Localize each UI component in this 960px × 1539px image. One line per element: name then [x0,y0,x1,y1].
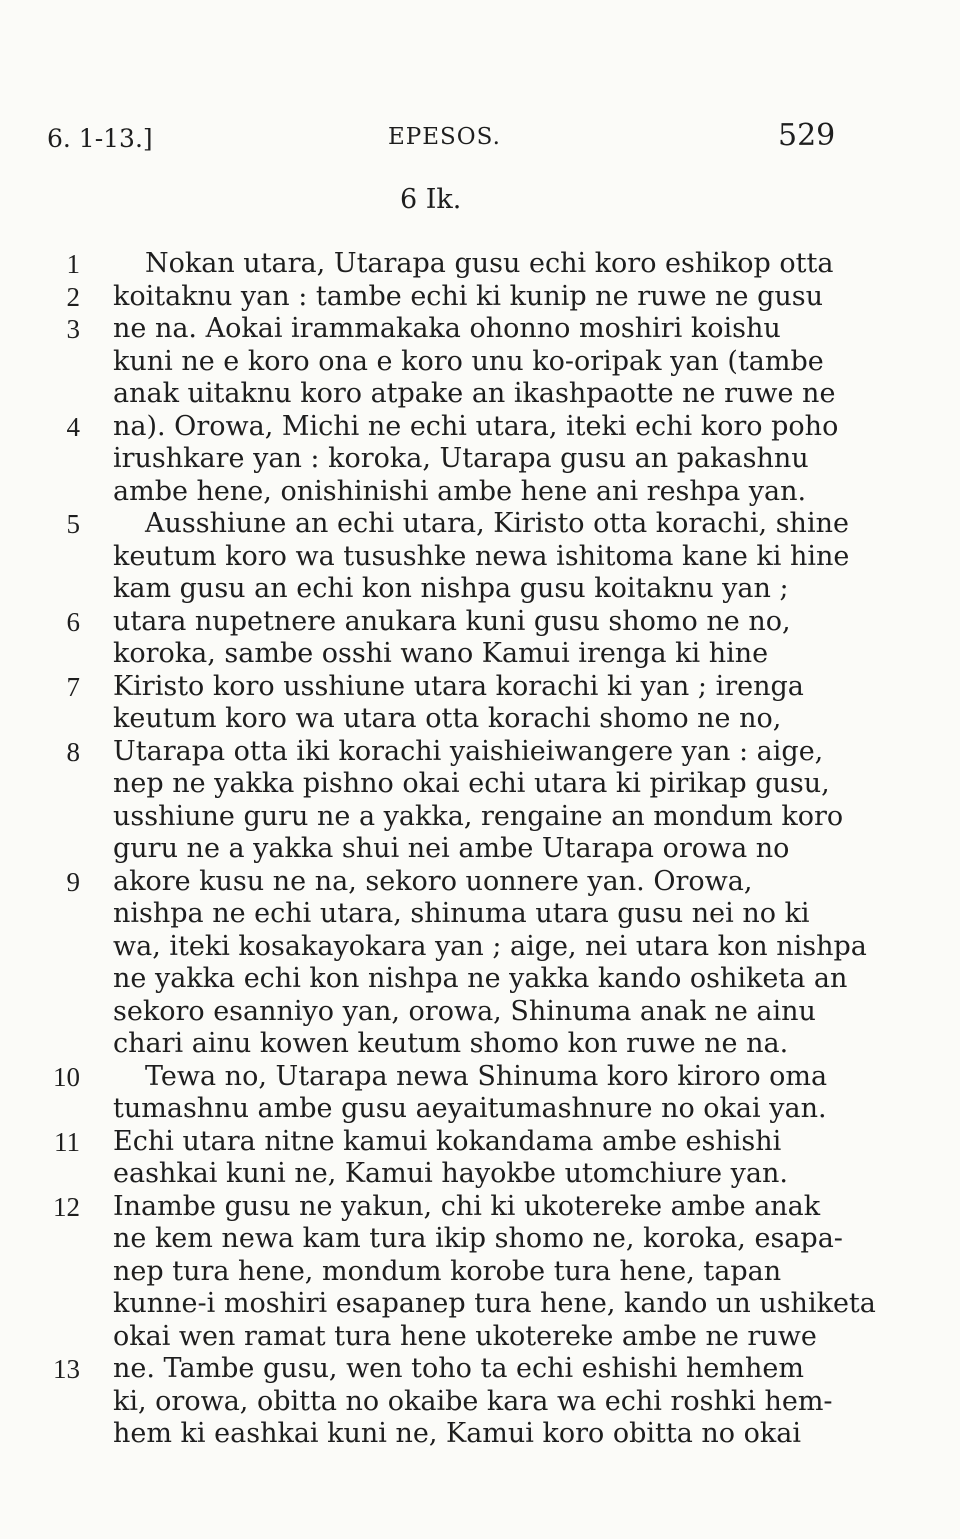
text-line [0,1061,960,1094]
line-text: wa, iteki kosakayokara yan ; aige, nei utara kon nishpa [113,930,867,962]
text-line [0,281,960,314]
verse-number: 3 [66,314,80,344]
verse-number: 10 [53,1061,80,1092]
line-text: Ausshiune an echi utara, Kiristo otta korachi, shine [145,508,849,539]
text-line [0,768,960,801]
text-line [0,411,960,444]
line-text: keutum koro wa utara otta korachi shomo ne no, [113,703,782,734]
line-text: Nokan utara, Utarapa gusu echi koro eshikop otta [145,248,834,279]
line-text: Echi utara nitne kamui kokandama ambe eshishi [113,1125,782,1157]
verse-number: 6 [66,606,80,637]
text-line [0,833,960,866]
verse-number: 1 [66,249,80,279]
text-line [0,1158,960,1191]
text-line [0,1028,960,1061]
line-text: kuni ne e koro ona e koro unu ko-oripak yan (tambe [113,345,824,377]
page-number: 529 [778,118,836,153]
text-line [0,703,960,736]
line-text: ambe hene, onishinishi ambe hene ani reshpa yan. [113,475,807,507]
line-text: utara nupetnere anukara kuni gusu shomo ne no, [113,605,791,637]
text-line [0,346,960,379]
text-line [0,866,960,899]
text-line [0,931,960,964]
line-text: ne na. Aokai irammakaka ohonno moshiri koishu [113,313,781,344]
text-line [0,1093,960,1126]
line-text: okai wen ramat tura hene ukotereke ambe ne ruwe [113,1320,817,1352]
verse-number: 13 [53,1354,80,1384]
text-line [0,996,960,1029]
text-line [0,1126,960,1159]
line-text: keutum koro wa tusushke newa ishitoma kane ki hine [113,540,850,572]
text-line [0,963,960,996]
line-text: ne yakka echi kon nishpa ne yakka kando oshiketa an [113,963,848,994]
line-text: chari ainu kowen keutum shomo kon ruwe ne na. [113,1028,789,1059]
text-line [0,606,960,639]
text-line [0,1223,960,1256]
line-text: koroka, sambe osshi wano Kamui irenga ki hine [113,638,769,669]
text-line [0,313,960,346]
text-line [0,1191,960,1224]
text-line [0,1288,960,1321]
line-text: hem ki eashkai kuni ne, Kamui koro obitta no okai [113,1418,801,1449]
text-line [0,1256,960,1289]
verse-number: 12 [53,1191,80,1222]
text-line [0,1353,960,1386]
text-line [0,898,960,931]
text-line [0,638,960,671]
line-text: nishpa ne echi utara, shinuma utara gusu nei no ki [113,898,810,929]
line-text: ki, orowa, obitta no okaibe kara wa echi roshki hem- [113,1385,833,1417]
text-line [0,541,960,574]
line-text: Inambe gusu ne yakun, chi ki ukotereke ambe anak [113,1190,821,1222]
text-line [0,443,960,476]
line-text: Kiristo koro usshiune utara korachi ki yan ; irenga [113,670,804,702]
line-text: ne. Tambe gusu, wen toho ta echi eshishi hemhem [113,1353,804,1384]
book-title: EPESOS. [388,124,501,150]
text-line [0,736,960,769]
line-text: na). Orowa, Michi ne echi utara, iteki echi koro poho [113,410,839,442]
line-text: irushkare yan : koroka, Utarapa gusu an pakashnu [113,443,809,474]
line-text: kunne-i moshiri esapanep tura hene, kando un ushiketa [113,1288,876,1319]
chapter-heading: 6 Ik. [400,184,462,215]
line-text: nep ne yakka pishno okai echi utara ki pirikap gusu, [113,768,830,799]
line-text: ne kem newa kam tura ikip shomo ne, koroka, esapa- [113,1223,843,1254]
line-text: sekoro esanniyo yan, orowa, Shinuma anak ne ainu [113,995,816,1027]
verse-number: 7 [66,671,80,702]
line-text: kam gusu an echi kon nishpa gusu koitaknu yan ; [113,573,789,604]
verse-number: 11 [54,1126,80,1157]
text-line [0,573,960,606]
text-line [0,508,960,541]
line-text: Utarapa otta iki korachi yaishieiwangere yan : aige, [113,735,824,767]
text-line [0,248,960,281]
verse-number: 2 [66,281,80,312]
text-line [0,378,960,411]
chapter-verse-range: 6. 1-13.] [47,124,153,153]
line-text: tumashnu ambe gusu aeyaitumashnure no okai yan. [113,1093,827,1124]
verse-number: 9 [66,866,80,897]
line-text: guru ne a yakka shui nei ambe Utarapa orowa no [113,833,790,864]
text-line [0,1321,960,1354]
text-line [0,671,960,704]
line-text: Tewa no, Utarapa newa Shinuma koro kiroro oma [145,1060,828,1092]
line-text: koitaknu yan : tambe echi ki kunip ne ruwe ne gusu [113,280,824,312]
text-line [0,1386,960,1419]
verse-number: 4 [66,411,80,442]
running-header [0,118,960,158]
line-text: akore kusu ne na, sekoro uonnere yan. Orowa, [113,865,753,897]
text-line [0,1418,960,1451]
body-text [0,248,960,1451]
verse-number: 5 [66,509,80,539]
line-text: anak uitaknu koro atpake an ikashpaotte ne ruwe ne [113,378,836,409]
verse-number: 8 [66,736,80,767]
line-text: eashkai kuni ne, Kamui hayokbe utomchiure yan. [113,1158,788,1189]
text-line [0,476,960,509]
line-text: usshiune guru ne a yakka, rengaine an mondum koro [113,800,844,832]
line-text: nep tura hene, mondum korobe tura hene, tapan [113,1255,782,1287]
text-line [0,801,960,834]
